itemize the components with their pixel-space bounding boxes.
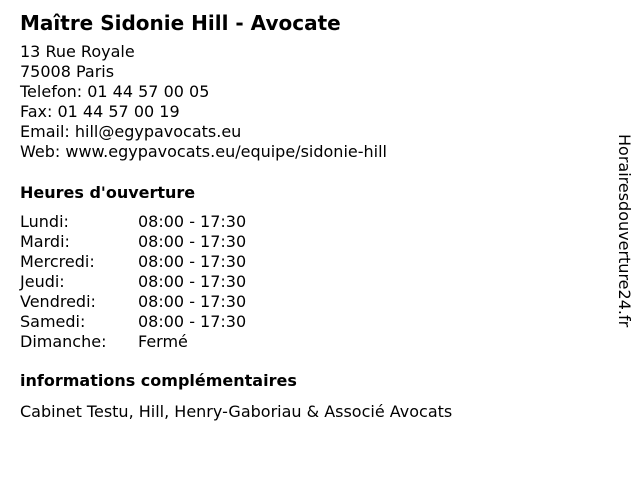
hours-row-wednesday (20, 252, 600, 272)
time-value: Fermé (138, 332, 188, 351)
street-address: 13 Rue Royale (20, 42, 135, 61)
site-watermark: Horairesdouverture24.fr (615, 134, 634, 328)
business-card (20, 10, 600, 422)
time-value: 08:00 - 17:30 (138, 252, 247, 271)
time-value: 08:00 - 17:30 (138, 272, 247, 291)
day-label: Samedi: (20, 312, 86, 331)
hours-row-sunday (20, 332, 600, 352)
hours-row-monday (20, 212, 600, 232)
time-value: 08:00 - 17:30 (138, 232, 247, 251)
hours-row-friday (20, 292, 600, 312)
time-value: 08:00 - 17:30 (138, 312, 247, 331)
hours-heading: Heures d'ouverture (20, 183, 196, 202)
opening-hours-table (20, 212, 600, 352)
time-value: 08:00 - 17:30 (138, 212, 247, 231)
fax-line: Fax: 01 44 57 00 19 (20, 102, 180, 121)
day-label: Dimanche: (20, 332, 107, 351)
hours-row-thursday (20, 272, 600, 292)
info-heading: informations complémentaires (20, 371, 297, 390)
time-value: 08:00 - 17:30 (138, 292, 247, 311)
city-address: 75008 Paris (20, 62, 115, 81)
day-label: Vendredi: (20, 292, 96, 311)
day-label: Mercredi: (20, 252, 95, 271)
address-block (20, 42, 600, 162)
day-label: Lundi: (20, 212, 69, 231)
email-line[interactable]: Email: hill@egypavocats.eu (20, 122, 242, 141)
day-label: Jeudi: (20, 272, 65, 291)
day-label: Mardi: (20, 232, 70, 251)
info-text: Cabinet Testu, Hill, Henry-Gaboriau & Associé Avocats (20, 402, 453, 421)
business-title: Maître Sidonie Hill - Avocate (20, 11, 341, 35)
hours-row-tuesday (20, 232, 600, 252)
web-line[interactable]: Web: www.egypavocats.eu/equipe/sidonie-hill (20, 142, 387, 161)
phone-line[interactable]: Telefon: 01 44 57 00 05 (20, 82, 210, 101)
hours-row-saturday (20, 312, 600, 332)
